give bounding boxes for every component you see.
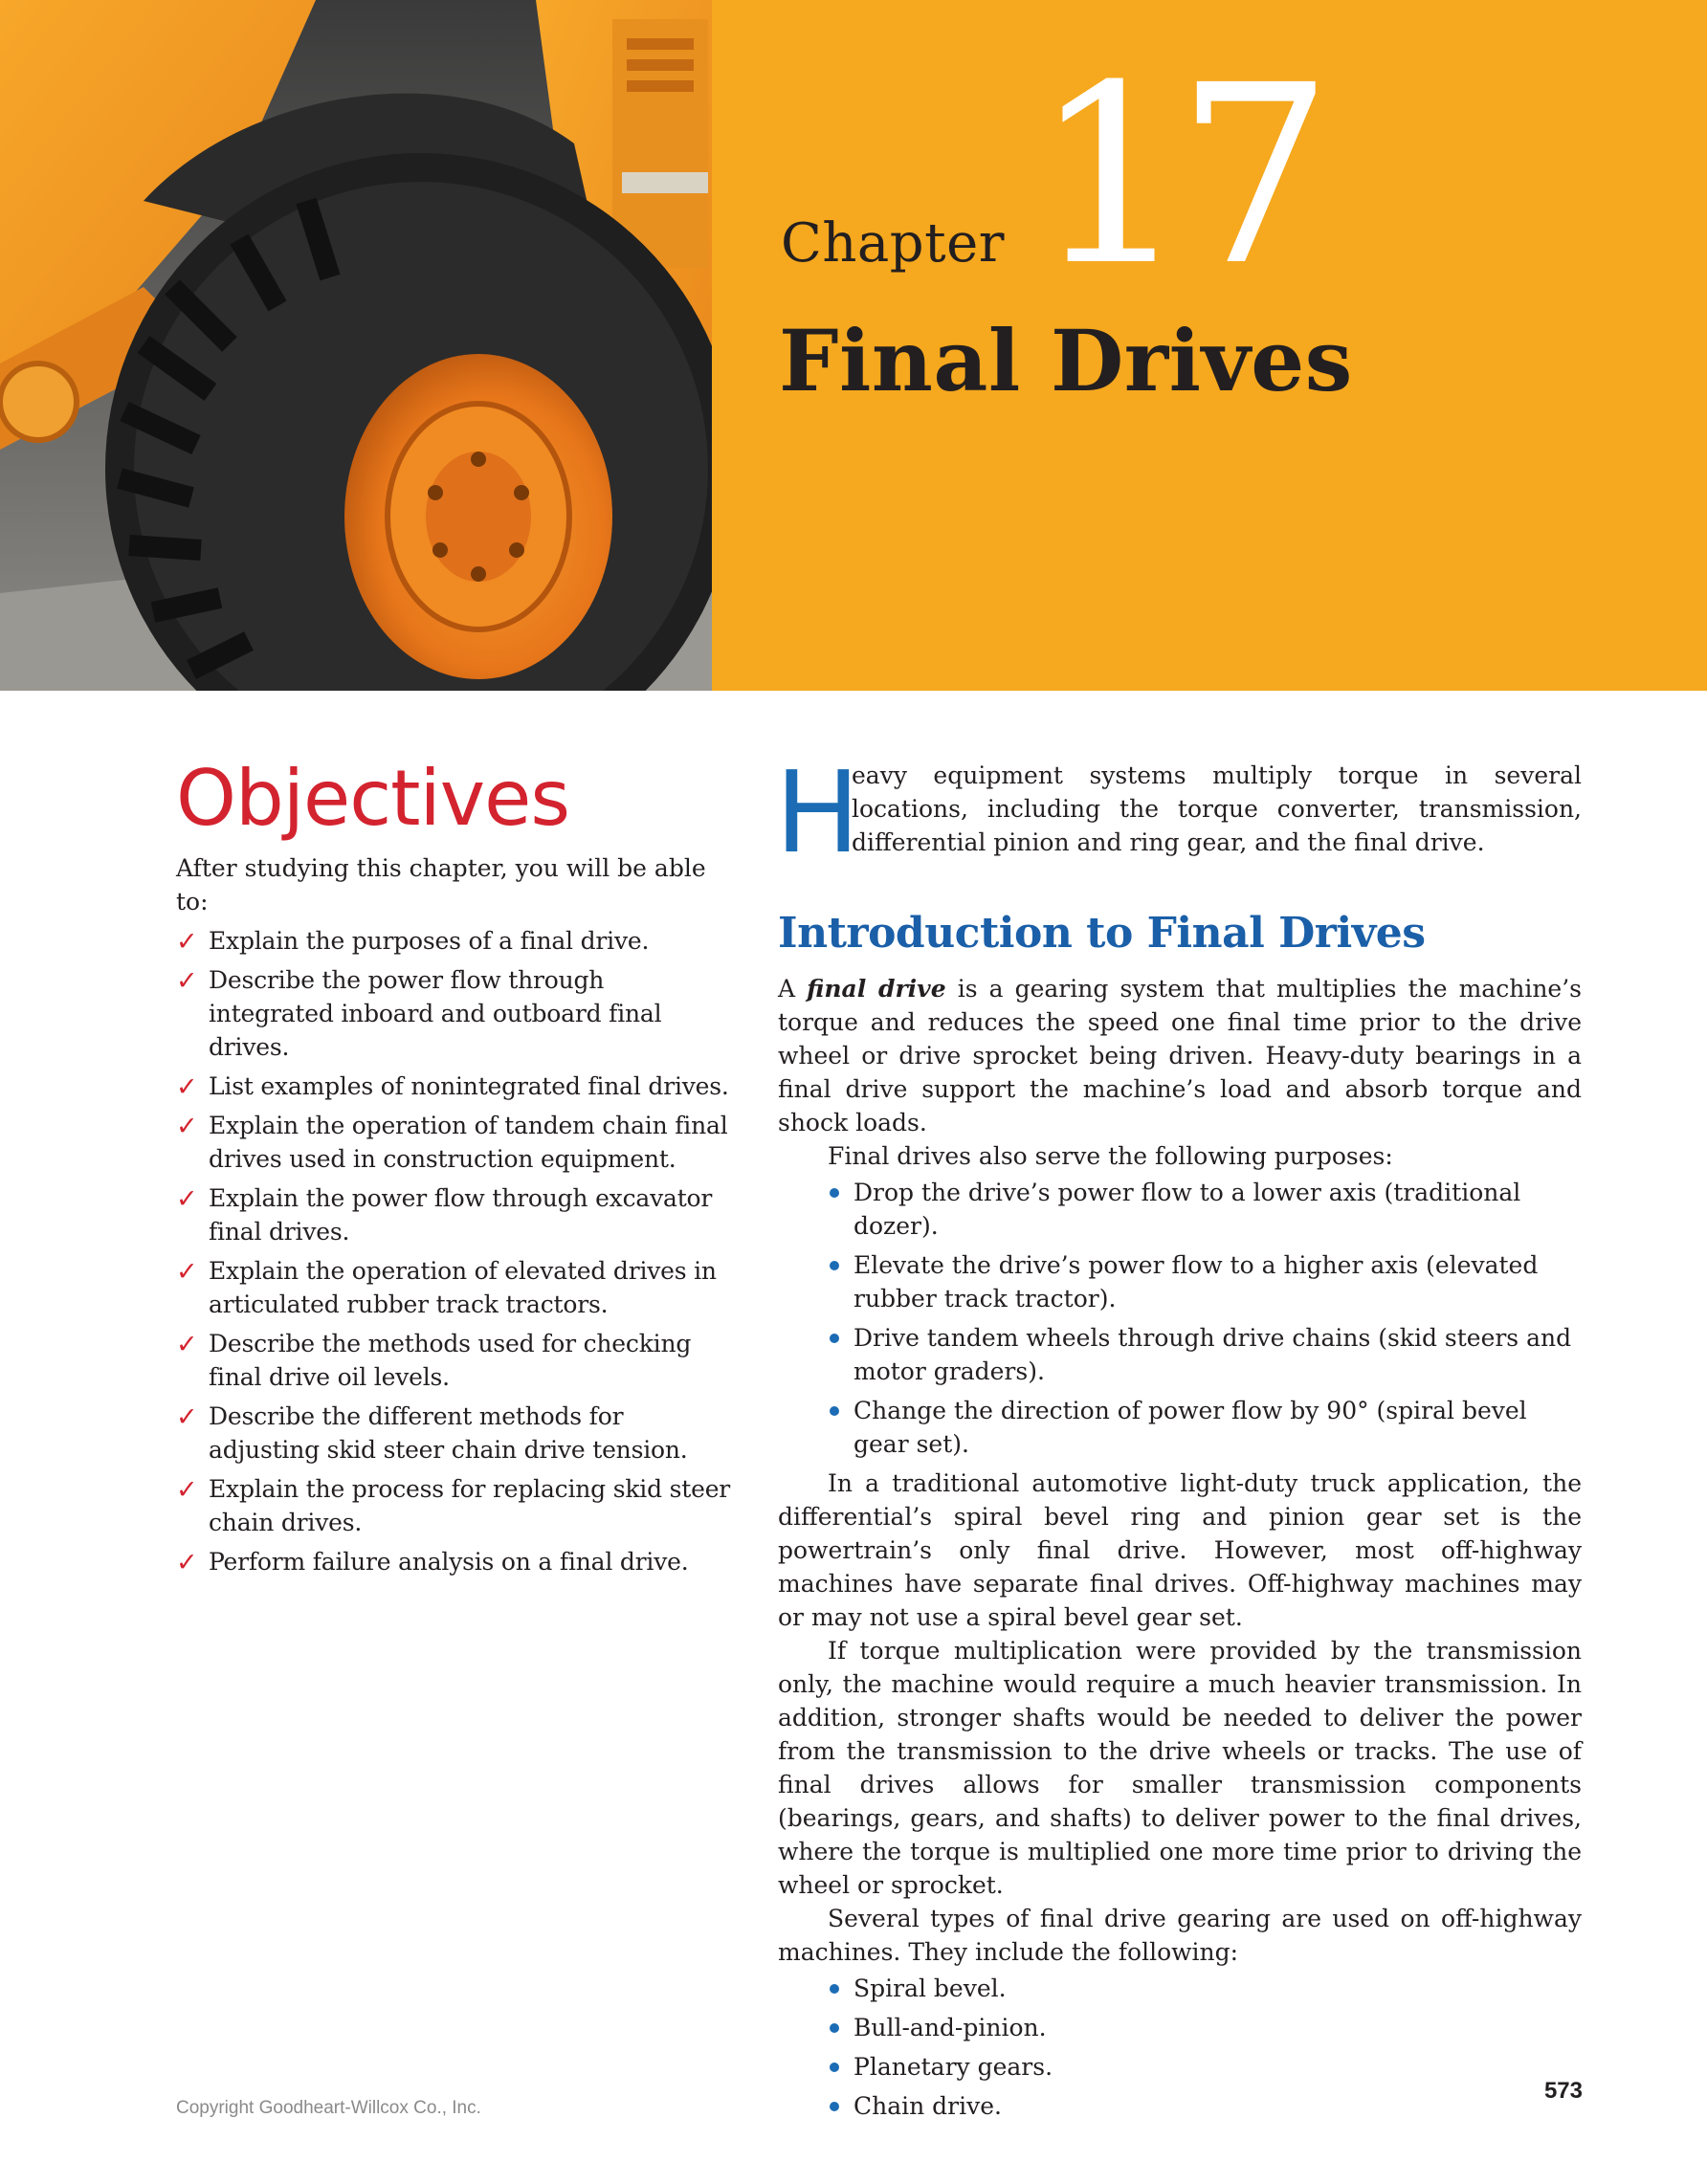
checkmark-icon: ✓ xyxy=(176,1112,198,1141)
objective-text: Describe the methods used for checking final drive oil levels. xyxy=(209,1330,692,1391)
purpose-item: Drive tandem wheels through drive chains (skid steers and motor graders). xyxy=(828,1321,1582,1388)
chapter-title: Final Drives xyxy=(779,311,1353,410)
objective-item xyxy=(176,1327,731,1394)
header-photo-wheel-loader xyxy=(0,0,712,691)
objective-item xyxy=(176,963,731,1064)
type-item: Bull-and-pinion. xyxy=(828,2011,1582,2044)
type-item: Chain drive. xyxy=(828,2089,1582,2123)
objective-text: Explain the purposes of a final drive. xyxy=(209,927,650,955)
objective-item xyxy=(176,1109,731,1176)
chapter-header-band xyxy=(712,0,1707,691)
checkmark-icon: ✓ xyxy=(176,1402,198,1432)
definition-paragraph xyxy=(778,972,1582,1139)
objective-text: Perform failure analysis on a final drive. xyxy=(209,1548,689,1576)
loader-tire-illustration xyxy=(0,0,712,691)
checkmark-icon: ✓ xyxy=(176,1475,198,1505)
objective-item xyxy=(176,1400,731,1467)
purpose-item: Elevate the drive’s power flow to a higher axis (elevated rubber track tractor). xyxy=(828,1248,1582,1315)
purposes-intro: Final drives also serve the following purposes: xyxy=(828,1142,1393,1170)
automotive-paragraph: In a traditional automotive light-duty truck application, the differential’s spiral bevel ring and pinion gear set is the powertrain’s only final drive. However, most off-highway machines have separate final drives. Off-highway machines may or may not use a spiral bevel gear set. xyxy=(778,1469,1582,1631)
objective-item xyxy=(176,1254,731,1321)
objectives-list xyxy=(176,924,731,1578)
objective-text: Describe the different methods for adjusting skid steer chain drive tension. xyxy=(209,1402,688,1464)
objectives-heading: Objectives xyxy=(176,754,570,843)
type-item: Spiral bevel. xyxy=(828,1972,1582,2005)
objective-item xyxy=(176,1070,731,1103)
lead-paragraph xyxy=(775,746,1582,878)
checkmark-icon: ✓ xyxy=(176,1257,198,1287)
objective-item xyxy=(176,1545,731,1578)
purposes-list xyxy=(778,1176,1582,1461)
purpose-item: Change the direction of power flow by 90° (spiral bevel gear set). xyxy=(828,1394,1582,1461)
definition-text: is a gearing system that multiplies the machine’s torque and reduces the speed one final time prior to the drive wheel or drive sprocket being driven. Heavy-duty bearings in a final drive support the machine’s load and absorb torque and shock loads. xyxy=(778,975,1582,1136)
chapter-number: 17 xyxy=(1032,33,1320,320)
checkmark-icon: ✓ xyxy=(176,927,198,957)
page-number: 573 xyxy=(1543,2078,1583,2104)
key-term: final drive xyxy=(807,975,946,1003)
chapter-body xyxy=(775,746,1582,2129)
objective-text: Explain the power flow through excavator final drives. xyxy=(209,1184,713,1246)
objective-text: Explain the operation of elevated drives in articulated rubber track tractors. xyxy=(209,1257,717,1318)
definition-prefix: A xyxy=(778,975,808,1003)
purpose-item: Drop the drive’s power flow to a lower axis (traditional dozer). xyxy=(828,1176,1582,1243)
checkmark-icon: ✓ xyxy=(176,1330,198,1359)
objective-item xyxy=(176,924,731,958)
chapter-label: Chapter xyxy=(781,212,1006,275)
checkmark-icon: ✓ xyxy=(176,966,198,996)
checkmark-icon: ✓ xyxy=(176,1184,198,1214)
objectives-section xyxy=(176,756,731,1584)
torque-paragraph: If torque multiplication were provided by the transmission only, the machine would require a much heavier transmission. In addition, stronger shafts would be needed to deliver the power from the transmission to the drive wheels or tracks. The use of final drives allows for smaller transmission components (bearings, gears, and shafts) to deliver power to the final drives, where the torque is multiplied one more time prior to driving the wheel or sprocket. xyxy=(778,1637,1582,1899)
types-intro: Several types of final drive gearing are used on off-highway machines. They include the following: xyxy=(778,1905,1582,1966)
checkmark-icon: ✓ xyxy=(176,1548,198,1577)
objective-item xyxy=(176,1472,731,1539)
section-heading: Introduction to Final Drives xyxy=(778,909,1426,958)
type-item: Planetary gears. xyxy=(828,2050,1582,2084)
types-list xyxy=(778,1972,1582,2123)
objective-text: Explain the process for replacing skid steer chain drives. xyxy=(209,1475,731,1536)
drop-cap: H xyxy=(775,746,860,878)
objective-item xyxy=(176,1181,731,1248)
copyright-notice: Copyright Goodheart-Willcox Co., Inc. xyxy=(176,2098,481,2118)
objective-text: Describe the power flow through integrated inboard and outboard final drives. xyxy=(209,966,662,1061)
objectives-intro: After studying this chapter, you will be able to: xyxy=(176,854,706,916)
objective-text: List examples of nonintegrated final drives. xyxy=(209,1072,729,1100)
checkmark-icon: ✓ xyxy=(176,1072,198,1102)
lead-text: eavy equipment systems multiply torque in several locations, including the torque converter, transmission, differential pinion and ring gear, and the final drive. xyxy=(852,761,1582,856)
objective-text: Explain the operation of tandem chain final drives used in construction equipment. xyxy=(209,1112,728,1173)
